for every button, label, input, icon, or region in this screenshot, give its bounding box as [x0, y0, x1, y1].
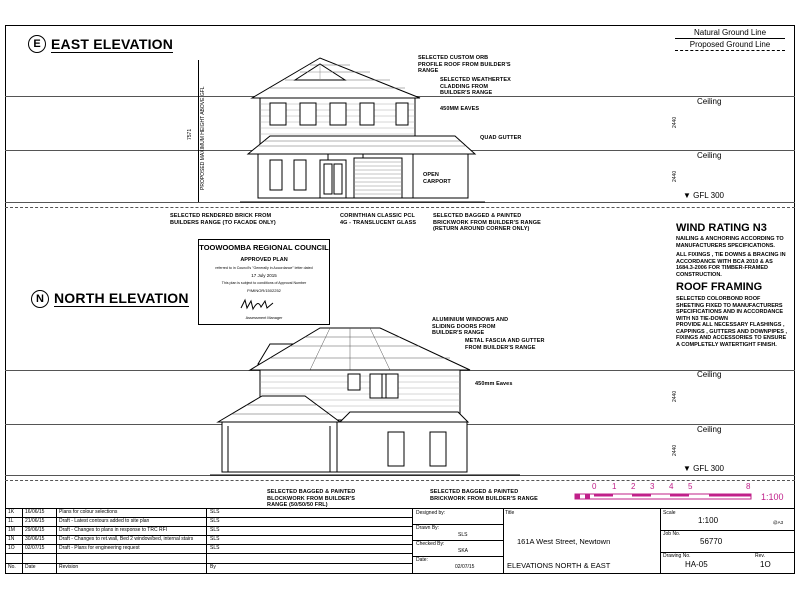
wind-rating-text-1: NAILING & ANCHORING ACCORDING TO MANUFACTURERS SPECIFICATIONS. — [676, 236, 784, 249]
north-ceiling-label-2: Ceiling — [697, 425, 722, 434]
east-note-door: CORINTHIAN CLASSIC PCL 4G - TRANSLUCENT GLASS — [340, 213, 417, 226]
date-label: Date: — [416, 557, 428, 563]
stamp-council: TOOWOOMBA REGIONAL COUNCIL — [199, 243, 329, 252]
rev-no: 1M — [8, 527, 15, 533]
rev-date: 29/06/15 — [25, 527, 45, 533]
stamp-number: P/MINOR/1502252 — [247, 288, 281, 293]
scale-value: 1:100 — [698, 516, 719, 525]
scale-tick-2: 2 — [631, 482, 636, 491]
north-note-fascia: METAL FASCIA AND GUTTER FROM BUILDER'S RANGE — [465, 338, 545, 351]
rev-no: 1L — [8, 518, 14, 524]
checked-by-label: Checked By: — [416, 541, 445, 547]
east-height-dim: 7571 — [187, 128, 193, 140]
east-section-marker: E — [28, 35, 46, 53]
north-section-marker: N — [31, 290, 49, 308]
rev-by: SLS — [210, 509, 220, 515]
revision-row-4 — [6, 536, 413, 545]
frame-left — [5, 25, 6, 573]
drawn-by-value: SLS — [458, 532, 468, 538]
rev-header-by: By — [210, 564, 216, 570]
east-note-cladding: SELECTED WEATHERTEX CLADDING FROM BUILDER'S RANGE — [440, 77, 511, 96]
rev-date: 21/06/15 — [25, 518, 45, 524]
rev-desc: Plans for colour selections — [59, 509, 118, 515]
rev-header-date: Date — [25, 564, 36, 570]
frame-right — [794, 25, 795, 573]
east-note-gutter: QUAD GUTTER — [480, 135, 522, 141]
east-note-roof: SELECTED CUSTOM ORB PROFILE ROOF FROM BUILDER'S RANGE — [418, 55, 511, 74]
revision-row-3 — [6, 527, 413, 536]
rev-no: 1K — [8, 509, 15, 515]
scale-tick-5: 5 — [688, 482, 693, 491]
rev-desc: Draft - Latest contours added to site plan — [59, 518, 150, 524]
rev-value: 1O — [760, 560, 771, 569]
north-note-block: SELECTED BAGGED & PAINTED BLOCKWORK FROM BUILDER'S RANGE (50/50/50 FRL) — [267, 489, 356, 508]
stamp-line-2: This plan is subject to conditions of Approval Number — [221, 281, 307, 285]
wind-rating-text-2: ALL FIXINGS , TIE DOWNS & BRACING IN ACCORDANCE WITH BCA 2010 & AS 1684.3-2006 FOR TIMBER-FRAMED CONSTRUCTION. — [676, 252, 786, 278]
scale-suffix: @A3 — [773, 520, 784, 525]
north-gfl-label: ▼ GFL 300 — [683, 464, 724, 473]
drawing-value: HA-05 — [685, 560, 708, 569]
rev-by: SLS — [210, 545, 220, 551]
east-dim-2: 2440 — [672, 170, 678, 182]
revision-row-5 — [6, 545, 413, 554]
scale-tick-3: 3 — [650, 482, 655, 491]
east-dim-1: 2440 — [672, 116, 678, 128]
frame-top — [5, 25, 795, 26]
scale-tick-8: 8 — [746, 482, 751, 491]
stamp-signature: Assessment Manager — [245, 316, 283, 320]
designed-by-label: Designed by: — [416, 510, 446, 516]
council-approval-stamp — [198, 239, 330, 325]
rev-by: SLS — [210, 527, 220, 533]
job-value: 56770 — [700, 537, 723, 546]
rev-desc: Draft - Plans for engineering request — [59, 545, 140, 551]
rev-header-desc: Revision — [59, 564, 79, 570]
east-gfl-text: GFL 300 — [693, 191, 724, 200]
east-note-brick: SELECTED RENDERED BRICK FROM BUILDERS RANGE (TO FACADE ONLY) — [170, 213, 276, 226]
stamp-approved: APPROVED PLAN — [240, 257, 288, 263]
drawing-label: Drawing No. — [663, 553, 691, 559]
north-dim-2: 2440 — [672, 444, 678, 456]
drawing-title: ELEVATIONS NORTH & EAST — [507, 561, 611, 570]
natural-ground-label: Natural Ground Line — [675, 27, 785, 39]
east-note-brickwork: SELECTED BAGGED & PAINTED BRICKWORK FROM BUILDER'S RANGE (RETURN AROUND CORNER ONLY) — [433, 213, 541, 232]
north-elevation-title: NORTH ELEVATION — [54, 290, 189, 306]
title-block-people — [412, 508, 504, 574]
revision-header-row — [6, 563, 413, 573]
checked-by-value: SKA — [458, 548, 469, 554]
scale-ratio: 1:100 — [761, 492, 784, 502]
rev-desc: Draft - Changes to ret.wall, Bed 2 window/bed, internal stairs — [59, 536, 194, 542]
revision-row-2 — [6, 518, 413, 527]
north-gfl-text: GFL 300 — [693, 464, 724, 473]
stamp-date: 17 July 2015 — [251, 273, 277, 278]
date-value: 02/07/15 — [455, 564, 475, 570]
rev-by: SLS — [210, 518, 220, 524]
rev-no: 1N — [8, 536, 15, 542]
roof-framing-title: ROOF FRAMING — [676, 281, 763, 293]
scale-tick-0: 0 — [592, 482, 597, 491]
revision-row-1 — [6, 509, 413, 518]
east-ceiling-label-1: Ceiling — [697, 97, 722, 106]
rev-desc: Draft - Changes to plans in response to TRC RFI — [59, 527, 168, 533]
drawn-by-label: Drawn By: — [416, 525, 440, 531]
scale-tick-4: 4 — [669, 482, 674, 491]
revision-table — [5, 508, 413, 574]
roof-framing-text-1: SELECTED COLORBOND ROOF SHEETING FIXED TO MANUFACTURERS SPECIFICATIONS AND IN ACCORDANCE WITH N3 TIE-DOWN — [676, 296, 784, 322]
roof-framing-text-2: PROVIDE ALL NECESSARY FLASHINGS , CAPPINGS , GUTTERS AND DOWNPIPES , FIXINGS AND ACCESSORIES TO ENSURE A COMPLETELY WATERTIGHT FINISH. — [676, 322, 788, 348]
scale-tick-1: 1 — [612, 482, 617, 491]
east-elevation-title: EAST ELEVATION — [51, 36, 174, 52]
title-block-info — [660, 508, 795, 574]
ground-legend — [675, 27, 785, 51]
rev-by: SLS — [210, 536, 220, 542]
stamp-line-1: referred to in Council's "Generally in Accordance" letter dated — [215, 266, 313, 270]
north-ceiling-label-1: Ceiling — [697, 370, 722, 379]
address: 161A West Street, Newtown — [517, 537, 611, 546]
rev-date: 02/07/15 — [25, 545, 45, 551]
title-block-title — [502, 508, 661, 574]
title-label: Title — [505, 510, 515, 516]
north-dim-1: 2440 — [672, 390, 678, 402]
east-height-note: PROPOSED MAXIMUM HEIGHT ABOVE GFL — [200, 86, 206, 190]
rev-date: 16/06/15 — [25, 509, 45, 515]
scale-label: Scale — [663, 510, 676, 516]
east-ceiling-label-2: Ceiling — [697, 151, 722, 160]
rev-header-no: No. — [8, 564, 16, 570]
east-carport-label: OPEN CARPORT — [423, 172, 451, 185]
scale-bar-graphic — [574, 493, 754, 501]
north-note-eaves: 450mm Eaves — [475, 381, 513, 387]
wind-rating-title: WIND RATING N3 — [676, 222, 767, 234]
stamp-signature-icon — [239, 298, 279, 312]
north-note-brickwork: SELECTED BAGGED & PAINTED BRICKWORK FROM BUILDER'S RANGE — [430, 489, 538, 502]
east-note-eaves: 450MM EAVES — [440, 106, 480, 112]
job-label: Job No. — [663, 531, 681, 537]
proposed-ground-label: Proposed Ground Line — [675, 39, 785, 51]
north-note-windows: ALUMINIUM WINDOWS AND SLIDING DOORS FROM BUILDER'S RANGE — [432, 317, 509, 336]
east-height-dim-line — [198, 60, 199, 202]
scale-ticks — [574, 482, 764, 491]
rev-no: 1O — [8, 545, 15, 551]
rev-date: 30/06/15 — [25, 536, 45, 542]
east-gfl-label: ▼ GFL 300 — [683, 191, 724, 200]
rev-label: Rev. — [755, 553, 765, 559]
